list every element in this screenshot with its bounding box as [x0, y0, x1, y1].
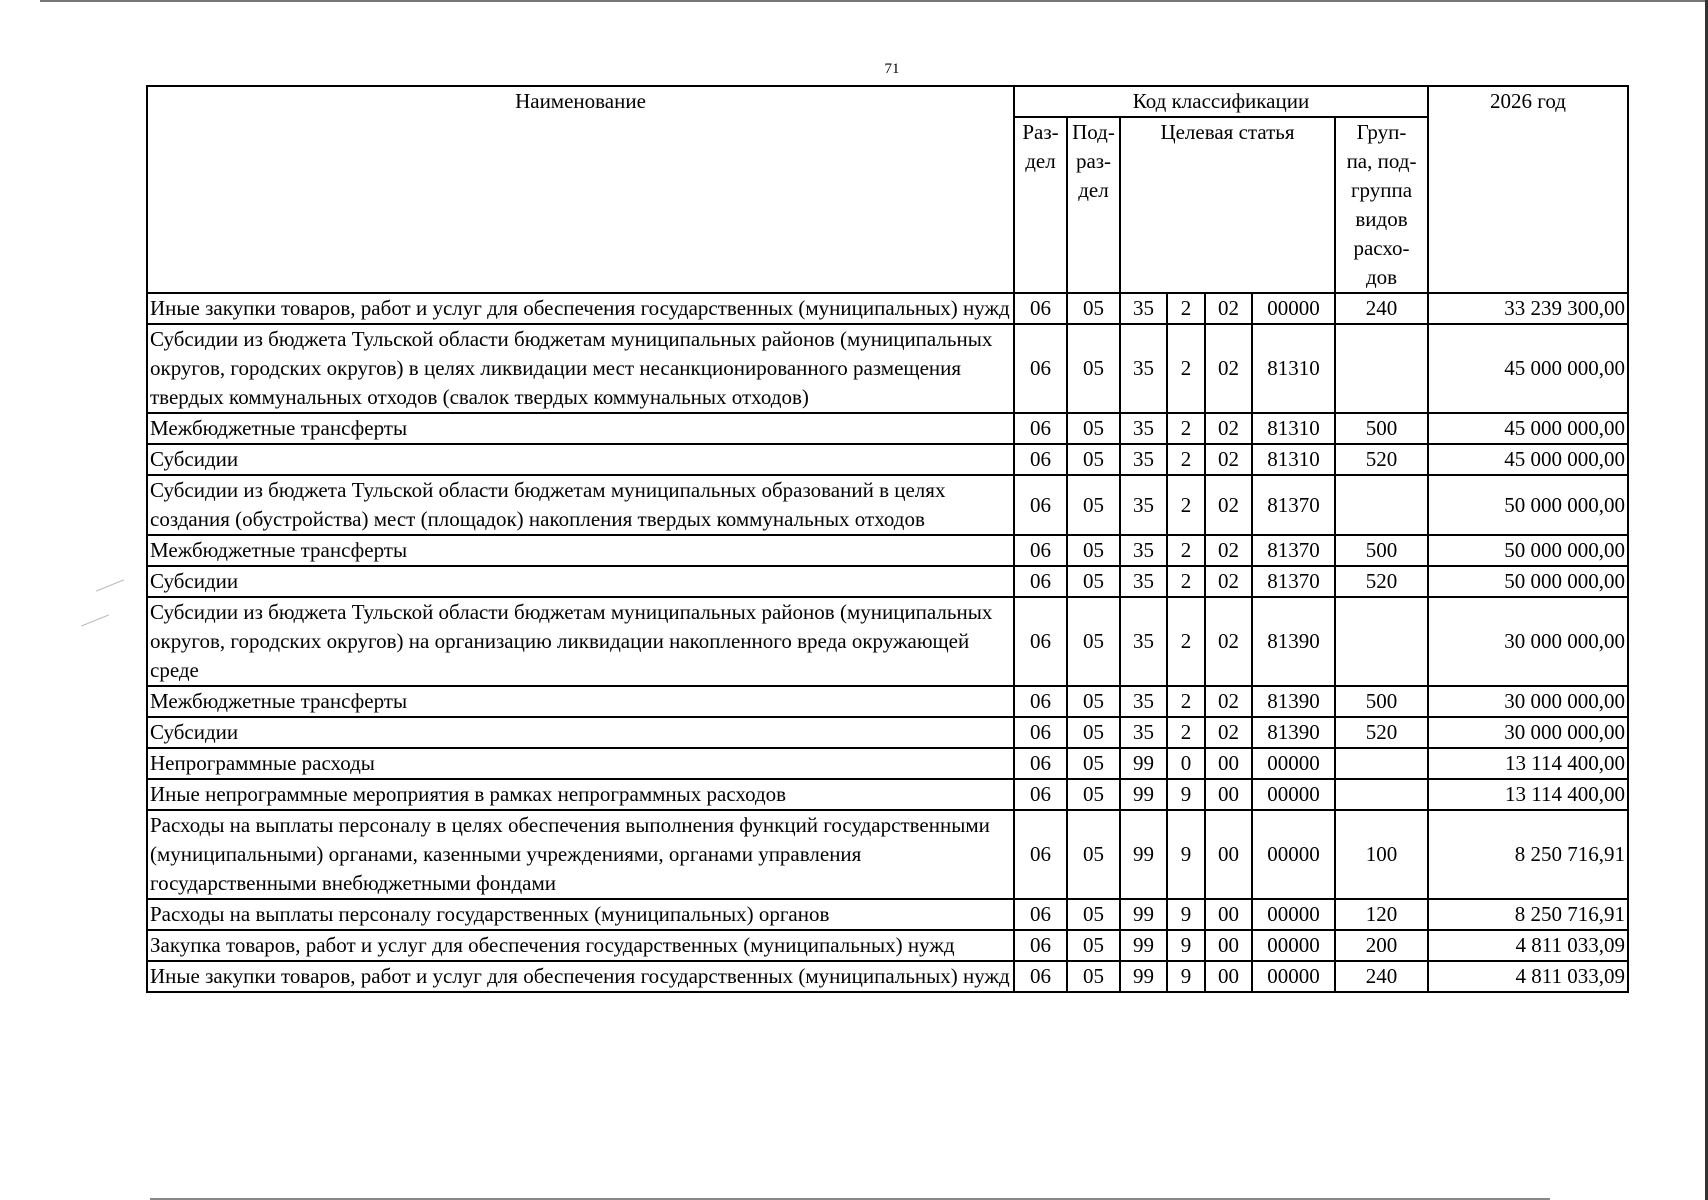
- row-target-program: 99: [1120, 930, 1167, 961]
- row-amount: 50 000 000,00: [1428, 566, 1628, 597]
- header-subsection: Под- раз- дел: [1067, 117, 1120, 293]
- row-name: Иные непрограммные мероприятия в рамках непрограммных расходов: [147, 779, 1014, 810]
- table-row: [147, 597, 1628, 686]
- row-amount: 50 000 000,00: [1428, 535, 1628, 566]
- row-subsection: 05: [1067, 535, 1120, 566]
- row-target-program: 35: [1120, 717, 1167, 748]
- row-target-direction: 00000: [1252, 961, 1335, 992]
- row-target-subprogram: 9: [1167, 779, 1205, 810]
- row-amount: 8 250 716,91: [1428, 899, 1628, 930]
- row-target-subprogram: 2: [1167, 535, 1205, 566]
- header-target-article: Целевая статья: [1120, 117, 1335, 293]
- row-amount: 30 000 000,00: [1428, 597, 1628, 686]
- row-name: Межбюджетные трансферты: [147, 686, 1014, 717]
- row-target-program: 35: [1120, 475, 1167, 535]
- row-target-program: 35: [1120, 293, 1167, 324]
- row-name: Непрограммные расходы: [147, 748, 1014, 779]
- row-target-element: 00: [1205, 810, 1252, 899]
- row-target-subprogram: 2: [1167, 597, 1205, 686]
- row-target-subprogram: 2: [1167, 566, 1205, 597]
- row-target-subprogram: 2: [1167, 686, 1205, 717]
- row-target-direction: 81310: [1252, 324, 1335, 413]
- table-row: [147, 899, 1628, 930]
- table-row: [147, 566, 1628, 597]
- row-name: Субсидии из бюджета Тульской области бюджетам муниципальных образований в целях создания (обустройства) мест (площадок) накопления твердых коммунальных отходов: [147, 475, 1014, 535]
- row-expense-group: 520: [1335, 717, 1428, 748]
- row-amount: 4 811 033,09: [1428, 961, 1628, 992]
- page-number: 71: [884, 61, 900, 77]
- header-name: Наименование: [147, 86, 1014, 293]
- row-subsection: 05: [1067, 930, 1120, 961]
- row-subsection: 05: [1067, 597, 1120, 686]
- row-amount: 45 000 000,00: [1428, 413, 1628, 444]
- row-section: 06: [1014, 566, 1067, 597]
- row-subsection: 05: [1067, 810, 1120, 899]
- row-expense-group: [1335, 324, 1428, 413]
- row-name: Расходы на выплаты персоналу государственных (муниципальных) органов: [147, 899, 1014, 930]
- row-subsection: 05: [1067, 324, 1120, 413]
- row-name: Субсидии: [147, 717, 1014, 748]
- row-expense-group: 500: [1335, 535, 1428, 566]
- row-target-program: 35: [1120, 566, 1167, 597]
- row-target-element: 00: [1205, 899, 1252, 930]
- row-subsection: 05: [1067, 961, 1120, 992]
- row-target-element: 02: [1205, 324, 1252, 413]
- row-section: 06: [1014, 899, 1067, 930]
- row-target-direction: 81310: [1252, 444, 1335, 475]
- header-group: Груп- па, под- группа видов расхо- дов: [1335, 117, 1428, 293]
- row-subsection: 05: [1067, 413, 1120, 444]
- row-target-subprogram: 0: [1167, 748, 1205, 779]
- row-name: Иные закупки товаров, работ и услуг для обеспечения государственных (муниципальных) нужд: [147, 293, 1014, 324]
- scan-mark: [81, 614, 109, 626]
- row-target-direction: 00000: [1252, 779, 1335, 810]
- row-target-subprogram: 2: [1167, 717, 1205, 748]
- row-expense-group: 500: [1335, 413, 1428, 444]
- row-name: Расходы на выплаты персоналу в целях обеспечения выполнения функций государственными (муниципальными) органами, казенными учреждениями, органами управления государственными внебюджетными фондами: [147, 810, 1014, 899]
- row-target-element: 02: [1205, 597, 1252, 686]
- row-name: Субсидии: [147, 566, 1014, 597]
- row-target-direction: 00000: [1252, 899, 1335, 930]
- table-row: [147, 717, 1628, 748]
- row-subsection: 05: [1067, 748, 1120, 779]
- row-amount: 45 000 000,00: [1428, 444, 1628, 475]
- row-section: 06: [1014, 413, 1067, 444]
- row-target-subprogram: 2: [1167, 413, 1205, 444]
- row-subsection: 05: [1067, 717, 1120, 748]
- row-section: 06: [1014, 324, 1067, 413]
- row-amount: 45 000 000,00: [1428, 324, 1628, 413]
- row-subsection: 05: [1067, 899, 1120, 930]
- row-section: 06: [1014, 475, 1067, 535]
- row-expense-group: 100: [1335, 810, 1428, 899]
- budget-table: [146, 85, 1629, 993]
- row-target-program: 35: [1120, 324, 1167, 413]
- row-amount: 13 114 400,00: [1428, 779, 1628, 810]
- table-row: [147, 475, 1628, 535]
- table-row: [147, 961, 1628, 992]
- row-amount: 50 000 000,00: [1428, 475, 1628, 535]
- row-target-program: 99: [1120, 961, 1167, 992]
- row-target-element: 02: [1205, 566, 1252, 597]
- row-amount: 30 000 000,00: [1428, 686, 1628, 717]
- row-name: Иные закупки товаров, работ и услуг для обеспечения государственных (муниципальных) нужд: [147, 961, 1014, 992]
- row-target-element: 02: [1205, 413, 1252, 444]
- row-section: 06: [1014, 686, 1067, 717]
- row-section: 06: [1014, 810, 1067, 899]
- row-expense-group: [1335, 597, 1428, 686]
- row-target-program: 35: [1120, 686, 1167, 717]
- row-section: 06: [1014, 748, 1067, 779]
- header-section: Раз- дел: [1014, 117, 1067, 293]
- table-row: [147, 293, 1628, 324]
- row-target-program: 35: [1120, 413, 1167, 444]
- row-target-direction: 81390: [1252, 717, 1335, 748]
- row-target-program: 99: [1120, 748, 1167, 779]
- table-row: [147, 810, 1628, 899]
- header-classification-code: Код классификации: [1014, 86, 1428, 117]
- row-expense-group: 120: [1335, 899, 1428, 930]
- row-amount: 30 000 000,00: [1428, 717, 1628, 748]
- table-row: [147, 444, 1628, 475]
- row-target-direction: 81310: [1252, 413, 1335, 444]
- row-subsection: 05: [1067, 686, 1120, 717]
- row-target-subprogram: 9: [1167, 930, 1205, 961]
- row-name: Субсидии из бюджета Тульской области бюджетам муниципальных районов (муниципальных округов, городских округов) на организацию ликвидации накопленного вреда окружающей среде: [147, 597, 1014, 686]
- row-subsection: 05: [1067, 566, 1120, 597]
- row-expense-group: 500: [1335, 686, 1428, 717]
- row-target-direction: 00000: [1252, 930, 1335, 961]
- row-section: 06: [1014, 444, 1067, 475]
- scan-edge-top: [40, 0, 1708, 2]
- row-target-element: 00: [1205, 779, 1252, 810]
- row-target-element: 02: [1205, 444, 1252, 475]
- table-row: [147, 413, 1628, 444]
- row-expense-group: 240: [1335, 293, 1428, 324]
- table-body: [147, 293, 1628, 992]
- row-target-program: 35: [1120, 597, 1167, 686]
- row-target-element: 02: [1205, 686, 1252, 717]
- row-target-subprogram: 2: [1167, 444, 1205, 475]
- row-name: Субсидии: [147, 444, 1014, 475]
- row-target-program: 99: [1120, 899, 1167, 930]
- row-name: Межбюджетные трансферты: [147, 413, 1014, 444]
- row-section: 06: [1014, 717, 1067, 748]
- row-target-subprogram: 9: [1167, 810, 1205, 899]
- table-row: [147, 535, 1628, 566]
- row-target-subprogram: 9: [1167, 899, 1205, 930]
- row-name: Межбюджетные трансферты: [147, 535, 1014, 566]
- row-expense-group: 240: [1335, 961, 1428, 992]
- row-target-direction: 81370: [1252, 475, 1335, 535]
- row-subsection: 05: [1067, 444, 1120, 475]
- row-target-program: 99: [1120, 810, 1167, 899]
- row-section: 06: [1014, 293, 1067, 324]
- row-section: 06: [1014, 597, 1067, 686]
- row-expense-group: 520: [1335, 566, 1428, 597]
- row-target-program: 99: [1120, 779, 1167, 810]
- row-expense-group: [1335, 475, 1428, 535]
- row-amount: 13 114 400,00: [1428, 748, 1628, 779]
- row-expense-group: [1335, 779, 1428, 810]
- row-section: 06: [1014, 779, 1067, 810]
- row-target-subprogram: 2: [1167, 293, 1205, 324]
- row-target-element: 00: [1205, 961, 1252, 992]
- row-expense-group: [1335, 748, 1428, 779]
- row-target-element: 02: [1205, 535, 1252, 566]
- row-target-element: 00: [1205, 930, 1252, 961]
- row-target-program: 35: [1120, 535, 1167, 566]
- row-target-direction: 00000: [1252, 810, 1335, 899]
- row-target-subprogram: 9: [1167, 961, 1205, 992]
- row-target-subprogram: 2: [1167, 475, 1205, 535]
- row-target-direction: 81370: [1252, 535, 1335, 566]
- header-year: 2026 год: [1428, 86, 1628, 293]
- row-subsection: 05: [1067, 779, 1120, 810]
- row-target-element: 02: [1205, 293, 1252, 324]
- row-target-element: 00: [1205, 748, 1252, 779]
- row-target-direction: 81370: [1252, 566, 1335, 597]
- row-amount: 4 811 033,09: [1428, 930, 1628, 961]
- table-row: [147, 779, 1628, 810]
- row-section: 06: [1014, 535, 1067, 566]
- row-subsection: 05: [1067, 293, 1120, 324]
- row-target-direction: 81390: [1252, 686, 1335, 717]
- row-expense-group: 200: [1335, 930, 1428, 961]
- row-name: Субсидии из бюджета Тульской области бюджетам муниципальных районов (муниципальных округов, городских округов) в целях ликвидации мест несанкционированного размещения твердых коммунальных отходов (свалок твердых коммунальных отходов): [147, 324, 1014, 413]
- row-amount: 33 239 300,00: [1428, 293, 1628, 324]
- row-section: 06: [1014, 930, 1067, 961]
- row-expense-group: 520: [1335, 444, 1428, 475]
- row-target-element: 02: [1205, 717, 1252, 748]
- row-target-direction: 00000: [1252, 293, 1335, 324]
- row-target-element: 02: [1205, 475, 1252, 535]
- table-row: [147, 930, 1628, 961]
- row-amount: 8 250 716,91: [1428, 810, 1628, 899]
- scan-mark: [96, 579, 124, 591]
- row-name: Закупка товаров, работ и услуг для обеспечения государственных (муниципальных) нужд: [147, 930, 1014, 961]
- table-row: [147, 686, 1628, 717]
- row-section: 06: [1014, 961, 1067, 992]
- row-subsection: 05: [1067, 475, 1120, 535]
- row-target-program: 35: [1120, 444, 1167, 475]
- row-target-direction: 00000: [1252, 748, 1335, 779]
- table-row: [147, 748, 1628, 779]
- table-row: [147, 324, 1628, 413]
- row-target-direction: 81390: [1252, 597, 1335, 686]
- row-target-subprogram: 2: [1167, 324, 1205, 413]
